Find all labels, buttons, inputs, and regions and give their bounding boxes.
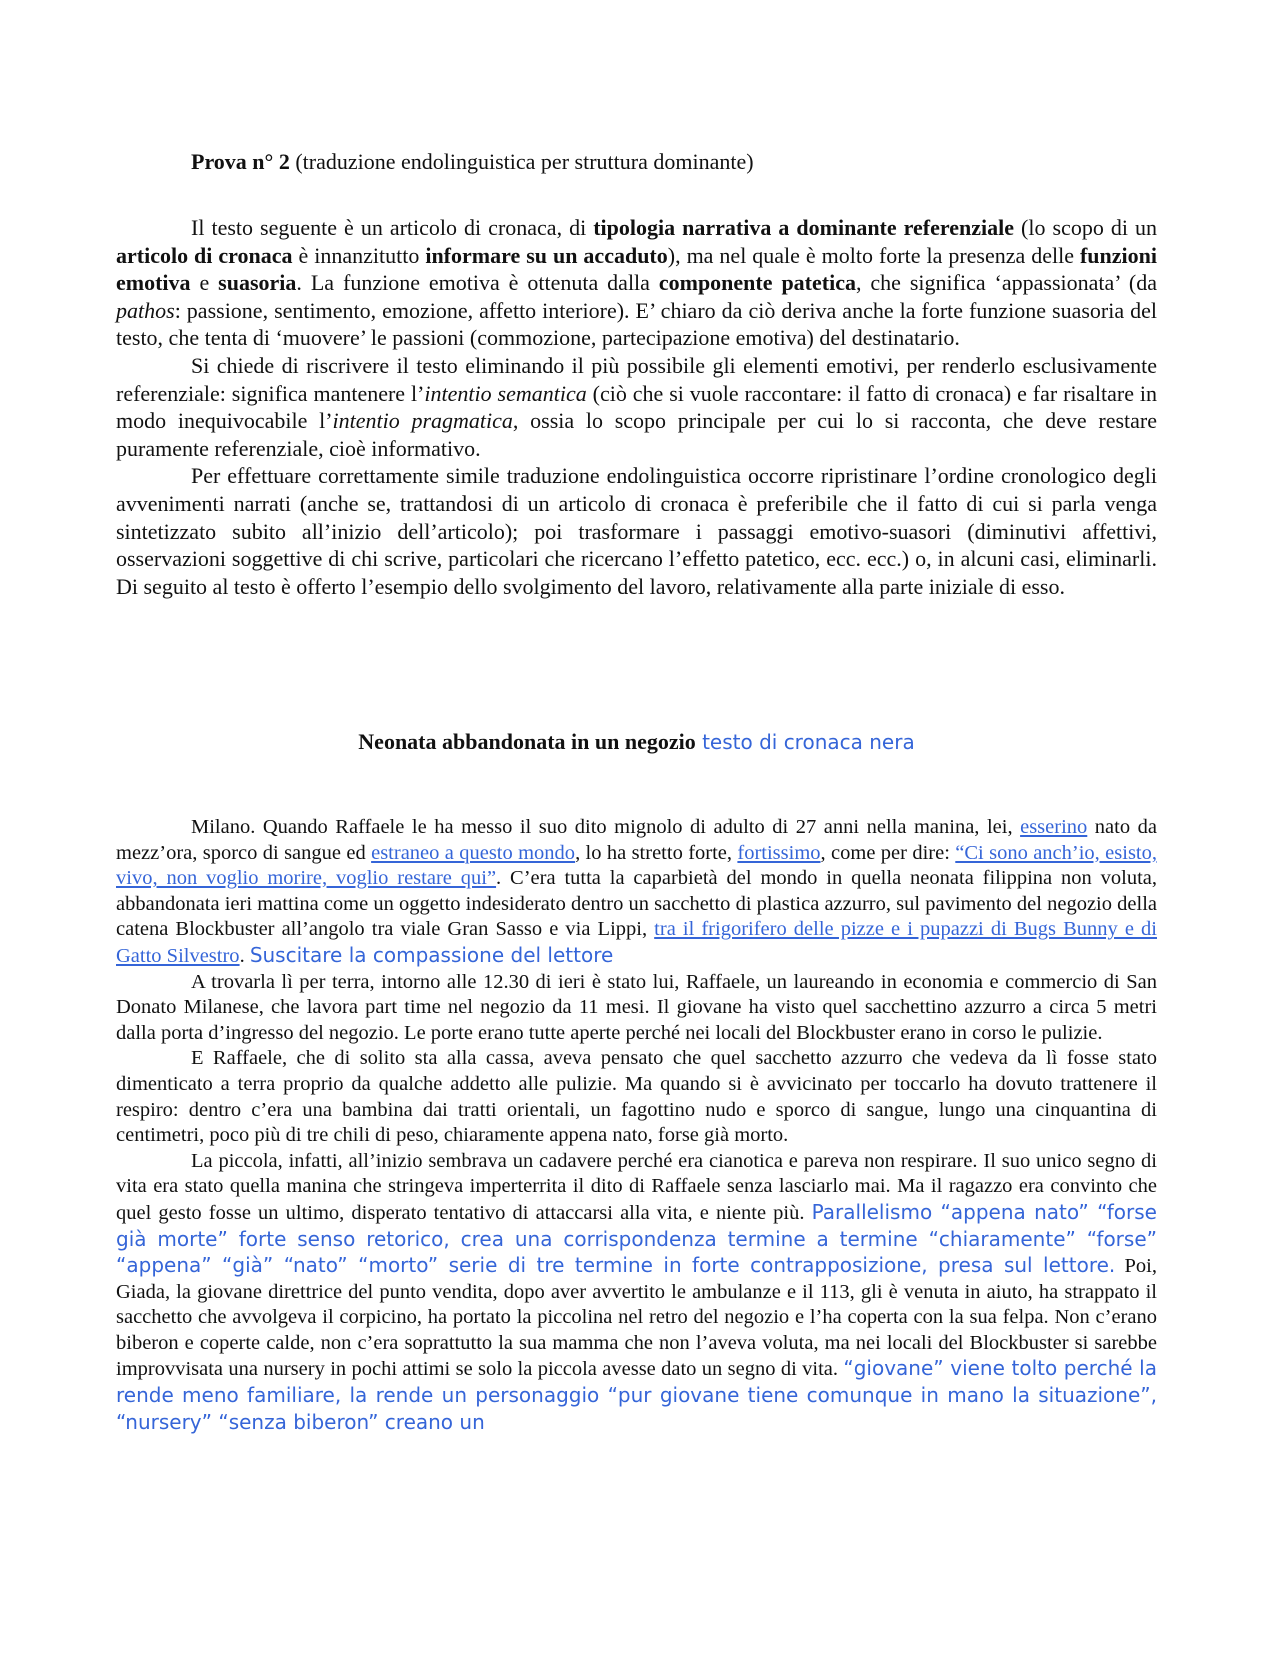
annotation-giovane: “giovane” viene tolto perché la rende meno familiare, la rende un personaggio “pur giovane tiene comunque in mano la situazione”, “nursery” “senza biberon” creano un xyxy=(116,1356,1157,1434)
instructions-paragraph-3: Per effettuare correttamente simile traduzione endolinguistica occorre ripristinare l’ordine cronologico degli avvenimenti narrati (anche se, trattandosi di un articolo di cronaca è preferibile che il fatto di cui si parla venga sintetizzato subito all’inizio dell’articolo); poi trasformare i passaggi emotivo-suasori (diminutivi affettivi, osservazioni soggettive di chi scrive, particolari che ricercano l’effetto patetico, ecc. ecc.) o, in alcuni casi, eliminarli. Di seguito al testo è offerto l’esempio dello svolgimento del lavoro, relativamente alla parte iniziale di esso. xyxy=(116,463,1157,599)
instructions-paragraph-1: Il testo seguente è un articolo di cronaca, di tipologia narrativa a dominante referenziale (lo scopo di un articolo di cronaca è innanzitutto informare su un accaduto), ma nel quale è molto forte la presenza delle funzioni emotiva e suasoria. La funzione emotiva è ottenuta dalla componente patetica, che significa ‘appassionata’ (da pathos: passione, sentimento, emozione, affetto interiore). E’ chiaro da ciò deriva anche la forte funzione suasoria del testo, che tenta di ‘muovere’ le passioni (commozione, partecipazione emotiva) del destinatario. xyxy=(116,215,1158,351)
exercise-subtitle: (traduzione endolinguistica per struttura dominante) xyxy=(289,149,754,174)
instructions-section xyxy=(116,214,1157,600)
annotation-parallelismo: Parallelismo “appena nato” “forse già morte” forte senso retorico, crea una corrispondenza termine a termine “chiaramente” “forse” “appena” “già” “nato” “morto” serie di tre termine in forte contrapposizione, presa sul lettore. xyxy=(116,1199,1157,1278)
article-paragraph-1: Milano. Quando Raffaele le ha messo il suo dito mignolo di adulto di 27 anni nella manina, lei, esserino nato da mezz’ora, sporco di sangue ed estraneo a questo mondo, lo ha stretto forte, fortissimo, come per dire: “Ci sono anch’io, esisto, vivo, non voglio morire, voglio restare qui”. C’era tutta la caparbietà del mondo in quella neonata filippina non voluta, abbandonata ieri mattina come un oggetto indesiderato dentro un sacchetto di plastica azzurro, sul pavimento del negozio della catena Blockbuster all’angolo tra viale Gran Sasso e via Lippi, tra il frigorifero delle pizze e i pupazzi di Bugs Bunny e di Gatto Silvestro. Suscitare la compassione del lettore xyxy=(116,816,1157,967)
highlight-quote: “Ci sono anch’io, esisto, vivo, non voglio morire, voglio restare qui” xyxy=(116,841,1157,890)
article-title-text: Neonata abbandonata in un negozio xyxy=(358,729,696,754)
exercise-heading xyxy=(116,148,1157,176)
article-title-annotation: testo di cronaca nera xyxy=(695,730,915,754)
article-body xyxy=(116,815,1157,1436)
annotation-compassione: Suscitare la compassione del lettore xyxy=(249,942,614,967)
highlight-esserino: esserino xyxy=(1020,816,1088,838)
article-paragraph-2: A trovarla lì per terra, intorno alle 12.30 di ieri è stato lui, Raffaele, un laureando in economia e commercio di San Donato Milanese, che lavora part time nel negozio da 11 mesi. Il giovane ha visto quel sacchettino azzurro a circa 5 metri dalla porta d’ingresso del negozio. Le porte erano tutte aperte perché nei locali del Blockbuster erano in corso le pulizie. xyxy=(116,970,1157,1044)
highlight-frigorifero: tra il frigorifero delle pizze e i pupazzi di Bugs Bunny e di Gatto Silvestro xyxy=(116,918,1157,967)
article-paragraph-3: E Raffaele, che di solito sta alla cassa, aveva pensato che quel sacchetto azzurro che vedeva da lì fosse stato dimenticato a terra proprio da qualche addetto alle pulizie. Ma quando si è avvicinato per toccarlo ha dovuto trattenere il respiro: dentro c’era una bambina dai tratti orientali, un fagottino nudo e sporco di sangue, lungo una cinquantina di centimetri, poco più di tre chili di peso, chiaramente appena nato, forse già morto. xyxy=(116,1047,1157,1147)
highlight-estraneo: estraneo a questo mondo xyxy=(371,841,576,864)
article-paragraph-4: La piccola, infatti, all’inizio sembrava un cadavere perché era cianotica e pareva non respirare. Il suo unico segno di vita era stato quella manina che stringeva imperterrita il dito di Raffaele senza lasciarlo mai. Ma il ragazzo era convinto che quel gesto fosse un ultimo, disperato tentativo di attaccarsi alla vita, e niente più. Parallelismo “appena nato” “forse già morte” forte senso retorico, crea una corrispondenza termine a termine “chiaramente” “forse” “appena” “già” “nato” “morto” serie di tre termine in forte contrapposizione, presa sul lettore. Poi, Giada, la giovane direttrice del punto vendita, dopo aver avvertito le ambulanze e il 113, gli è venuta in aiuto, ha strappato il sacchetto che avvolgeva il corpicino, ha portato la piccolina nel retro del negozio e l’ha coperta con la sua felpa. Non c’erano biberon e coperte calde, non c’era soprattutto la sua mamma che non l’aveva voluta, ma nei locali del Blockbuster si sarebbe improvvisata una nursery in pochi attimi se solo la piccola avesse dato un segno di vita. “giovane” viene tolto perché la rende meno familiare, la rende un personaggio “pur giovane tiene comunque in mano la situazione”, “nursery” “senza biberon” creano un xyxy=(116,1149,1157,1434)
highlight-fortissimo: fortissimo xyxy=(737,841,821,864)
article-title xyxy=(116,728,1157,756)
instructions-paragraph-2: Si chiede di riscrivere il testo eliminando il più possibile gli elementi emotivi, per renderlo esclusivamente referenziale: significa mantenere l’intentio semantica (ciò che si vuole raccontare: il fatto di cronaca) e far risaltare in modo inequivocabile l’intentio pragmatica, ossia lo scopo principale per cui lo si racconta, che deve restare puramente referenziale, cioè informativo. xyxy=(116,352,1158,461)
exercise-number: Prova n° 2 xyxy=(191,149,290,174)
